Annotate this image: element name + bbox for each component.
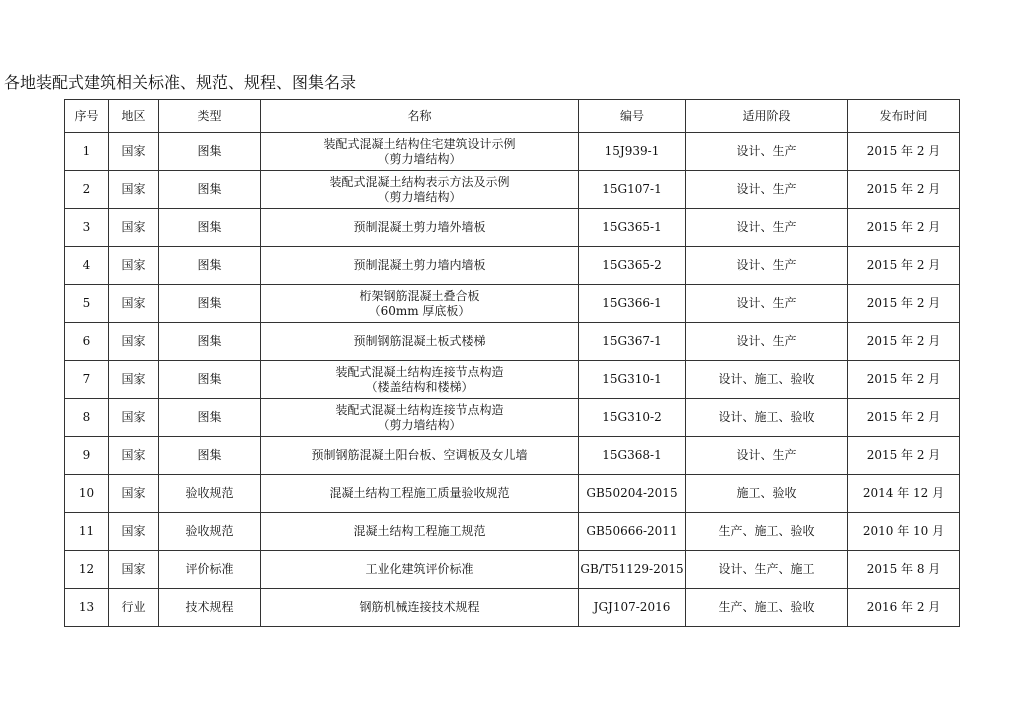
- cell-date: 2015 年 2 月: [848, 361, 960, 399]
- table-row: [65, 589, 960, 627]
- cell-region: 国家: [109, 133, 159, 171]
- cell-index: 11: [65, 513, 109, 551]
- name-line: 装配式混凝土结构连接节点构造: [335, 364, 504, 379]
- header-name: 名称: [261, 100, 579, 133]
- cell-code: JGJ107-2016: [579, 589, 686, 627]
- cell-index: 1: [65, 133, 109, 171]
- header-index: 序号: [65, 100, 109, 133]
- name-subline: （60mm 厚底板）: [368, 303, 471, 318]
- name-line: 装配式混凝土结构连接节点构造: [335, 402, 504, 417]
- cell-code: 15G366-1: [579, 285, 686, 323]
- cell-code: 15G365-1: [579, 209, 686, 247]
- name-subline: （剪力墙结构）: [377, 151, 462, 166]
- header-date: 发布时间: [848, 100, 960, 133]
- name-line: 装配式混凝土结构表示方法及示例: [329, 174, 510, 189]
- cell-region: 国家: [109, 399, 159, 437]
- cell-code: GB/T51129-2015: [579, 551, 686, 589]
- cell-name: [261, 171, 579, 209]
- table-header-row: [65, 100, 960, 133]
- cell-stage: 设计、生产: [686, 437, 848, 475]
- cell-stage: 设计、施工、验收: [686, 399, 848, 437]
- cell-date: 2015 年 2 月: [848, 171, 960, 209]
- cell-region: 国家: [109, 247, 159, 285]
- cell-code: GB50204-2015: [579, 475, 686, 513]
- cell-type: 图集: [159, 133, 261, 171]
- cell-date: 2015 年 2 月: [848, 399, 960, 437]
- cell-index: 9: [65, 437, 109, 475]
- table-row: [65, 513, 960, 551]
- table-row: [65, 399, 960, 437]
- name-subline: （剪力墙结构）: [377, 417, 462, 432]
- table-row: [65, 323, 960, 361]
- cell-date: 2015 年 2 月: [848, 285, 960, 323]
- cell-index: 3: [65, 209, 109, 247]
- cell-code: 15J939-1: [579, 133, 686, 171]
- cell-name: [261, 209, 579, 247]
- cell-type: 技术规程: [159, 589, 261, 627]
- cell-type: 图集: [159, 171, 261, 209]
- cell-name: [261, 247, 579, 285]
- cell-date: 2015 年 2 月: [848, 437, 960, 475]
- document-title: 各地装配式建筑相关标准、规范、规程、图集名录: [4, 73, 357, 92]
- cell-type: 图集: [159, 247, 261, 285]
- cell-stage: 生产、施工、验收: [686, 513, 848, 551]
- cell-name: [261, 589, 579, 627]
- table-row: [65, 437, 960, 475]
- cell-date: 2015 年 2 月: [848, 323, 960, 361]
- cell-stage: 设计、生产、施工: [686, 551, 848, 589]
- cell-type: 图集: [159, 399, 261, 437]
- cell-stage: 设计、生产: [686, 133, 848, 171]
- cell-date: 2016 年 2 月: [848, 589, 960, 627]
- cell-name: [261, 437, 579, 475]
- cell-date: 2015 年 2 月: [848, 247, 960, 285]
- cell-type: 图集: [159, 285, 261, 323]
- cell-stage: 设计、生产: [686, 247, 848, 285]
- table-row: [65, 209, 960, 247]
- cell-code: 15G367-1: [579, 323, 686, 361]
- header-type: 类型: [159, 100, 261, 133]
- header-region: 地区: [109, 100, 159, 133]
- cell-date: 2015 年 2 月: [848, 209, 960, 247]
- name-line: 装配式混凝土结构住宅建筑设计示例: [323, 136, 516, 151]
- cell-stage: 设计、生产: [686, 209, 848, 247]
- cell-code: 15G107-1: [579, 171, 686, 209]
- cell-stage: 设计、生产: [686, 323, 848, 361]
- cell-type: 验收规范: [159, 475, 261, 513]
- cell-stage: 施工、验收: [686, 475, 848, 513]
- cell-region: 国家: [109, 361, 159, 399]
- cell-region: 国家: [109, 171, 159, 209]
- name-line: 桁架钢筋混凝土叠合板: [359, 288, 480, 303]
- cell-region: 国家: [109, 551, 159, 589]
- cell-stage: 设计、生产: [686, 171, 848, 209]
- cell-name: [261, 285, 579, 323]
- cell-region: 国家: [109, 475, 159, 513]
- header-stage: 适用阶段: [686, 100, 848, 133]
- table-row: [65, 551, 960, 589]
- table-row: [65, 475, 960, 513]
- cell-index: 12: [65, 551, 109, 589]
- cell-type: 验收规范: [159, 513, 261, 551]
- table-row: [65, 171, 960, 209]
- cell-index: 8: [65, 399, 109, 437]
- cell-stage: 生产、施工、验收: [686, 589, 848, 627]
- table-row: [65, 361, 960, 399]
- cell-index: 5: [65, 285, 109, 323]
- cell-stage: 设计、生产: [686, 285, 848, 323]
- cell-date: 2014 年 12 月: [848, 475, 960, 513]
- name-line: 预制混凝土剪力墙内墙板: [353, 258, 486, 272]
- cell-index: 4: [65, 247, 109, 285]
- name-line: 预制钢筋混凝土阳台板、空调板及女儿墙: [311, 448, 528, 462]
- cell-name: [261, 551, 579, 589]
- cell-region: 国家: [109, 513, 159, 551]
- name-subline: （剪力墙结构）: [377, 189, 462, 204]
- cell-region: 行业: [109, 589, 159, 627]
- name-line: 混凝土结构工程施工规范: [353, 524, 486, 538]
- cell-region: 国家: [109, 285, 159, 323]
- cell-date: 2015 年 2 月: [848, 133, 960, 171]
- cell-type: 图集: [159, 437, 261, 475]
- name-line: 混凝土结构工程施工质量验收规范: [329, 486, 510, 500]
- cell-type: 图集: [159, 209, 261, 247]
- cell-code: GB50666-2011: [579, 513, 686, 551]
- cell-name: [261, 323, 579, 361]
- cell-type: 图集: [159, 323, 261, 361]
- name-line: 工业化建筑评价标准: [365, 562, 474, 576]
- cell-stage: 设计、施工、验收: [686, 361, 848, 399]
- table-row: [65, 285, 960, 323]
- cell-name: [261, 361, 579, 399]
- cell-date: 2010 年 10 月: [848, 513, 960, 551]
- cell-code: 15G365-2: [579, 247, 686, 285]
- cell-type: 评价标准: [159, 551, 261, 589]
- cell-name: [261, 475, 579, 513]
- cell-name: [261, 133, 579, 171]
- cell-name: [261, 399, 579, 437]
- cell-date: 2015 年 8 月: [848, 551, 960, 589]
- cell-code: 15G310-2: [579, 399, 686, 437]
- standards-table: [64, 99, 960, 627]
- cell-code: 15G368-1: [579, 437, 686, 475]
- table-row: [65, 247, 960, 285]
- name-line: 预制钢筋混凝土板式楼梯: [353, 334, 486, 348]
- cell-region: 国家: [109, 209, 159, 247]
- cell-index: 13: [65, 589, 109, 627]
- cell-index: 2: [65, 171, 109, 209]
- cell-index: 6: [65, 323, 109, 361]
- cell-name: [261, 513, 579, 551]
- cell-index: 7: [65, 361, 109, 399]
- table-body: [65, 133, 960, 627]
- name-subline: （楼盖结构和楼梯）: [365, 379, 474, 394]
- cell-region: 国家: [109, 323, 159, 361]
- name-line: 钢筋机械连接技术规程: [359, 600, 480, 614]
- name-line: 预制混凝土剪力墙外墙板: [353, 220, 486, 234]
- header-code: 编号: [579, 100, 686, 133]
- cell-region: 国家: [109, 437, 159, 475]
- cell-index: 10: [65, 475, 109, 513]
- table-row: [65, 133, 960, 171]
- cell-code: 15G310-1: [579, 361, 686, 399]
- cell-type: 图集: [159, 361, 261, 399]
